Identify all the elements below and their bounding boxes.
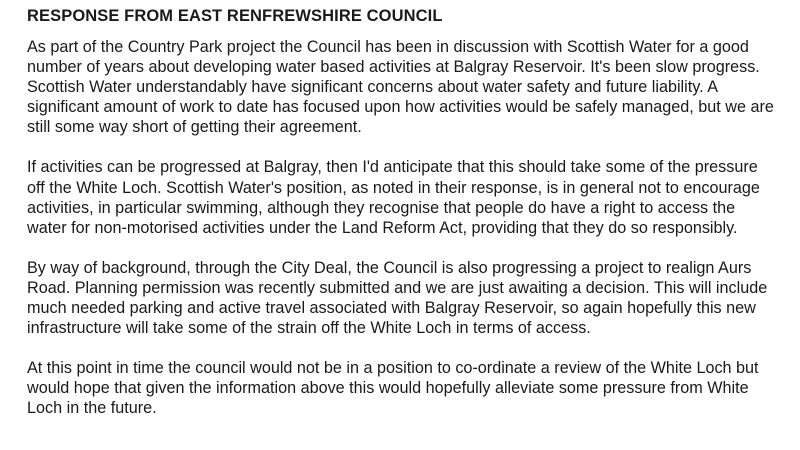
paragraph-city-deal-background: By way of background, through the City Deal, the Council is also progressing a project to realign Aurs Road. Planning permission was recently submitted and we are just awaiting a decision. This will include much needed parking and active travel associated with Balgray Reservoir, so again hopefully this new infrastructure will take some of the strain off the White Loch in terms of access. (27, 258, 768, 338)
paragraph-white-loch-pressure: If activities can be progressed at Balgray, then I'd anticipate that this should take some of the pressure off the White Loch. Scottish Water's position, as noted in their response, is in general not to encourage activities, in particular swimming, although they recognise that people do have a right to access the water for non-motorised activities under the Land Reform Act, providing that they do so responsibly. (27, 158, 760, 237)
document-page (27, 6, 797, 439)
paragraph-review-position: At this point in time the council would not be in a position to co-ordinate a review of the White Loch but would hope that given the information above this would hopefully alleviate some pressure from White Loch in the future. (27, 359, 759, 418)
paragraph-balgray-discussion: As part of the Country Park project the Council has been in discussion with Scottish Water for a good number of years about developing water based activities at Balgray Reservoir. It's been slow progress. Scottish Water understandably have significant concerns about water safety and future liability. A significant amount of work to date has focused upon how activities would be safely managed, but we are still some way short of getting their agreement. (27, 38, 774, 137)
document-heading: RESPONSE FROM EAST RENFREWSHIRE COUNCIL (27, 7, 443, 25)
